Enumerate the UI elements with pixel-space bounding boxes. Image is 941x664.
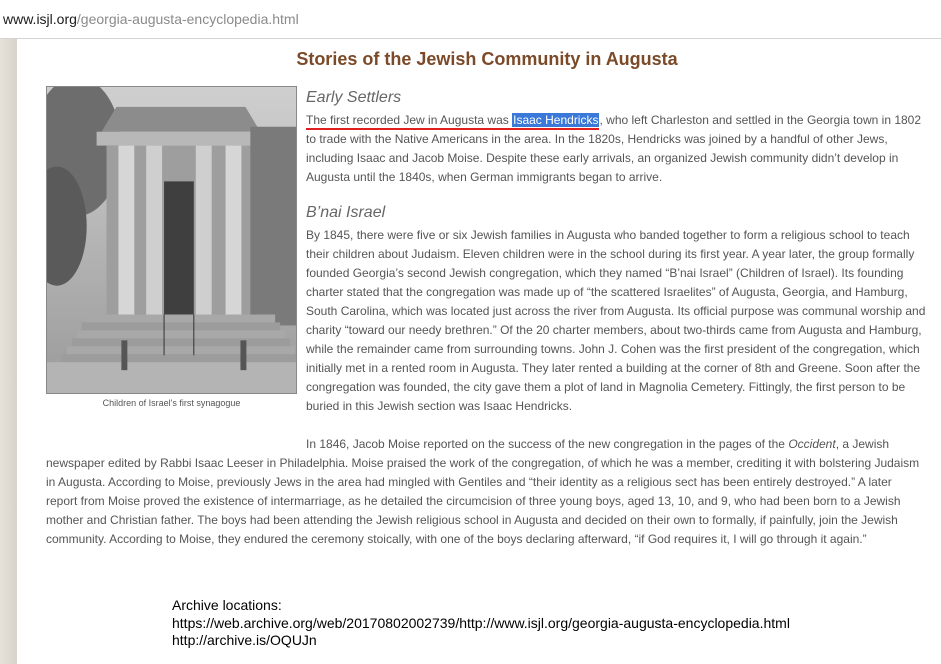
text-selection-highlight[interactable]: Isaac Hendricks [513, 113, 599, 127]
underlined-sentence: The first recorded Jew in Augusta was [306, 113, 509, 127]
archive-label: Archive locations: [172, 597, 282, 613]
figure-caption: Children of Israel's first synagogue [102, 398, 241, 408]
occident-text-1: In 1846, Jacob Moise reported on the success of the new congregation in the pages of the [306, 437, 789, 451]
occident-title: Occident [788, 437, 836, 451]
address-bar[interactable] [0, 0, 941, 39]
occident-paragraph [46, 435, 926, 549]
red-underline-annotation [306, 113, 599, 130]
early-settlers-text: , who left Charleston and settled in the Georgia town in 1802 to trade with the Native Americans in the area. In the 1820s, Hendricks was joined by a handful of other Jews, including Isaac and Jacob Moise. Despite these early arrivals, an organized Jewish community didn’t develop in Augusta until the 1840s, when German immigrants began to arrive. [306, 113, 922, 184]
page-title: Stories of the Jewish Community in Augusta [296, 49, 678, 69]
url-path: /georgia-augusta-encyclopedia.html [76, 11, 299, 27]
archive-link-2[interactable]: http://archive.is/OQUJn [172, 632, 317, 648]
occident-text-2: , a Jewish newspaper edited by Rabbi Isaac Leeser in Philadelphia. Moise praised the work of the congregation, of which he was a member, crediting it with bolstering Judaism in Augusta. According to Moise, previously Jews in the area had mingled with Gentiles and “their identity as a religious sect has been entirely destroyed.” A later report from Moise proved the existence of intermarriage, as he detailed the circumcision of three young boys, aged 13, 10, and 9, who had been born to a Jewish mother and Christian father. The boys had been attending the Jewish religious school in Augusta and decided on their own to formally, if painfully, join the Jewish community. According to Moise, they endured the ceremony stoically, with one of the boys declaring afterward, “if God requires it, I will go through it again.” [46, 437, 920, 546]
section-heading-early-settlers: Early Settlers [306, 89, 402, 106]
archive-locations [172, 597, 790, 650]
archive-link-1[interactable]: https://web.archive.org/web/20170802002739/http://www.isjl.org/georgia-augusta-encyclopedia.html [172, 614, 790, 631]
page-content [17, 39, 941, 664]
figure-spacer [46, 88, 306, 440]
article-body [46, 88, 926, 549]
page-margin [0, 39, 17, 664]
url-host: www.isjl.org [3, 11, 77, 27]
bnai-israel-paragraph: By 1845, there were five or six Jewish families in Augusta who banded together to form a religious school to teach their children about Judaism. Eleven children were in the school during its first year. A year later, the group formally founded Georgia’s second Jewish congregation, which they named “B’nai Israel” (Children of Israel). Its founding charter stated that the congregation was made up of “the scattered Israelites” of Augusta, Georgia, and Hamburg, South Carolina, which was located just across the river from Augusta. Its official purpose was communal worship and charity “toward our needy brethren.” Of the 20 charter members, about two-thirds came from Augusta and Hamburg, while the remainder came from surrounding towns. John J. Cohen was the first president of the congregation, which initially met in a rented room in Augusta. They later rented a building at the corner of 8th and Greene. Soon after the congregation was founded, the city gave them a plot of land in Magnolia Cemetery. Fittingly, the first person to be buried in this Jewish section was Isaac Hendricks. [306, 228, 926, 413]
section-heading-bnai-israel: B’nai Israel [306, 204, 386, 221]
url-text[interactable] [3, 11, 299, 27]
